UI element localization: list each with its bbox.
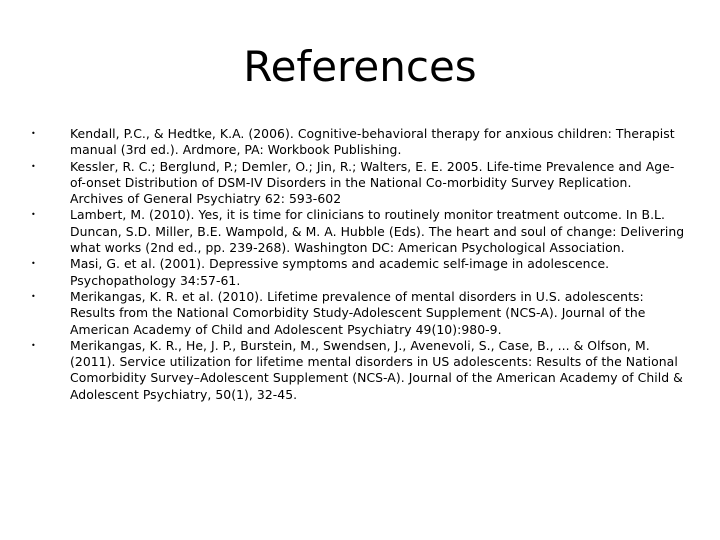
reference-text: Kendall, P.C., & Hedtke, K.A. (2006). Cognitive-behavioral therapy for anxious children: Therapist manual (3rd ed.). Ardmore, PA: Workbook Publishing.: [70, 126, 675, 158]
reference-text: Merikangas, K. R. et al. (2010). Lifetime prevalence of mental disorders in U.S. adolescents: Results from the National Comorbidity Study-Adolescent Supplement (NCS-A). Journal of the American Academy of Child and Adolescent Psychiatry 49(10):980-9.: [70, 288, 646, 337]
reference-text: Merikangas, K. R., He, J. P., Burstein, M., Swendsen, J., Avenevoli, S., Case, B., ... & Olfson, M. (2011). Service utilization for lifetime mental disorders in US adolescents: Results of the National Comorbidity Survey–Adolescent Supplement (NCS-A). Journal of the American Academy of Child & Adolescent Psychiatry, 50(1), 32-45.: [70, 337, 683, 402]
bullet-icon: •: [31, 291, 36, 301]
reference-item: [26, 338, 688, 403]
bullet-icon: •: [31, 340, 36, 350]
reference-text: Masi, G. et al. (2001). Depressive symptoms and academic self-image in adolescence. Psychopathology 34:57-61.: [70, 256, 610, 288]
reference-item: [26, 159, 688, 208]
reference-text: Kessler, R. C.; Berglund, P.; Demler, O.; Jin, R.; Walters, E. E. 2005. Life-time Prevalence and Age-of-onset Distribution of DSM-IV Disorders in the National Co-morbidity Survey Replication. Archives of General Psychiatry 62: 593-602: [70, 158, 675, 207]
bullet-icon: •: [31, 259, 36, 269]
reference-text: Lambert, M. (2010). Yes, it is time for clinicians to routinely monitor treatment outcome. In B.L. Duncan, S.D. Miller, B.E. Wampold, & M. A. Hubble (Eds). The heart and soul of change: Delivering what works (2nd ed., pp. 239-268). Washington DC: American Psychological Association.: [70, 207, 685, 256]
slide-title: References: [243, 42, 477, 91]
bullet-icon: •: [31, 210, 36, 220]
reference-item: [26, 207, 688, 256]
reference-item: [26, 256, 688, 289]
reference-item: [26, 126, 688, 159]
reference-list: [26, 126, 688, 403]
bullet-icon: •: [31, 129, 36, 138]
reference-item: [26, 289, 688, 338]
bullet-icon: •: [31, 161, 36, 171]
